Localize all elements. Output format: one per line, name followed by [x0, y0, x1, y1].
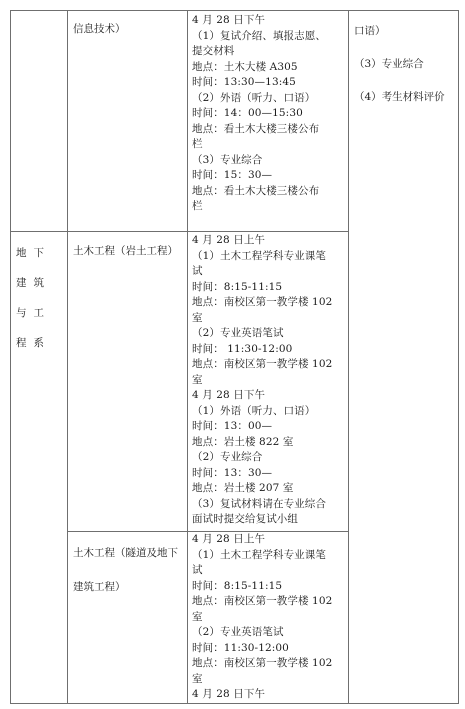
- major-name-cell: 信息技术）: [73, 23, 126, 35]
- column-divider-1: [67, 10, 68, 704]
- department-cell: 地下建筑与工程系: [16, 247, 51, 349]
- note-item: （4）考生材料评价: [354, 91, 445, 103]
- schedule-cell: 4 月 28 日上午 （1）土木工程学科专业课笔 试 时间：8:15-11:15 地点：南校区第一教学楼 102 室 （2）专业英语笔试 时间：11:30-12:00 地点：南校区第一教学楼 102 室 4 月 28 日下午: [192, 533, 333, 700]
- notes-cell: [354, 24, 456, 123]
- schedule-cell: 4 月 28 日上午 （1）土木工程学科专业课笔 试 时间：8:15-11:15 地点：南校区第一教学楼 102 室 （2）专业英语笔试 时间： 11:30-12:00 地点：南校区第一教学楼 102 室 4 月 28 日下午 （1）外语（听力、口语） 时间：13：00— 地点：岩土楼 822 室 （2）专业综合 时间：13：30— 地点：岩土楼 207 室 （3）复试材料请在专业综合 面试时提交给复试小组: [192, 234, 333, 525]
- table-bottom-border: [10, 703, 458, 704]
- table-top-border: [10, 10, 458, 11]
- major-name-cell: 土木工程（岩土工程）: [73, 245, 178, 257]
- table-right-border: [458, 10, 459, 704]
- note-item: 口语）: [354, 25, 386, 37]
- column-divider-2: [187, 10, 188, 704]
- table-left-border: [10, 10, 11, 704]
- note-item: （3）专业综合: [354, 58, 424, 70]
- column-divider-3: [348, 10, 349, 704]
- row-divider-1: [10, 231, 348, 232]
- schedule-cell: 4 月 28 日下午 （1）复试介绍、填报志愿、 提交材料 地点：土木大楼 A305 时间：13:30—13:45 （2）外语（听力、口语） 时间：14：00—15:30 地点：看土木大楼三楼公布 栏 （3）专业综合 时间：15：30— 地点：看土木大楼三楼公布 栏: [192, 14, 326, 212]
- major-name-cell: 土木工程（隧道及地下建筑工程）: [73, 547, 178, 593]
